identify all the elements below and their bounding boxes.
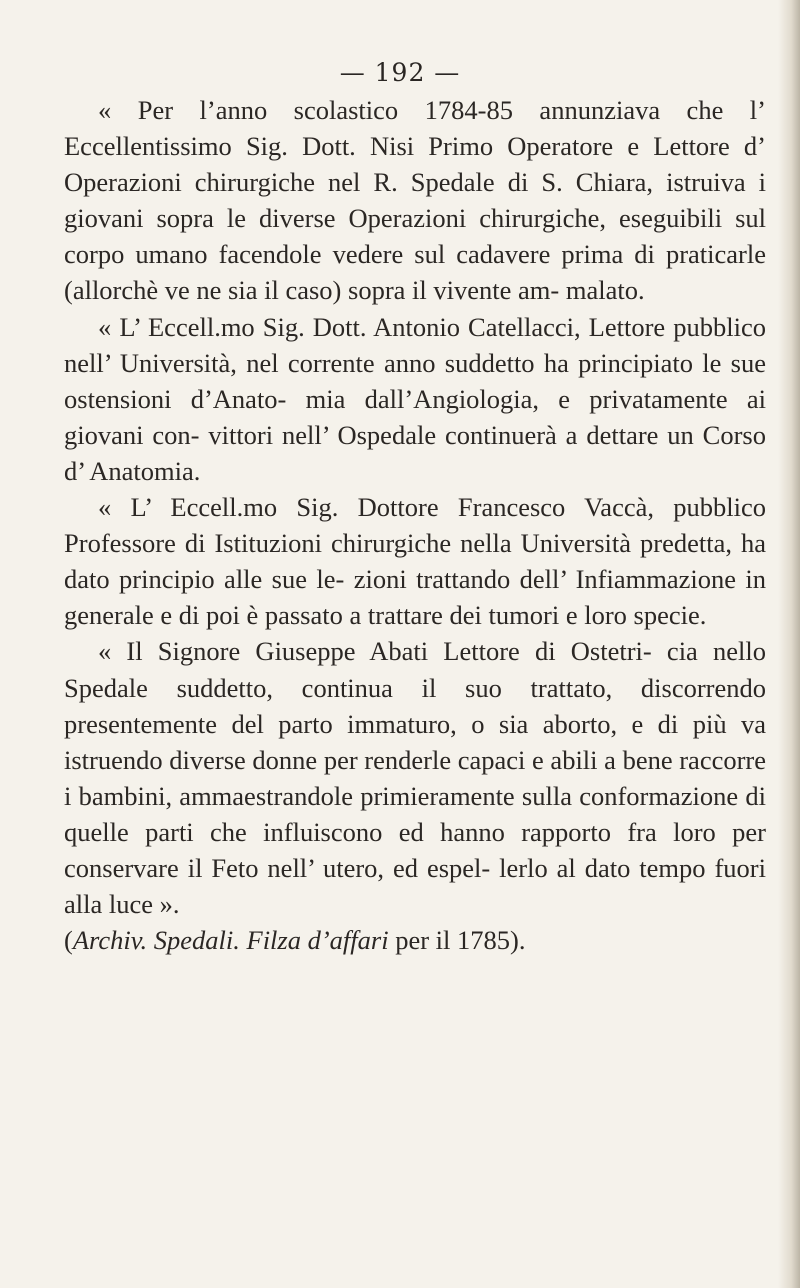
page-number: — 192 — — [339, 58, 461, 87]
citation-open: ( — [64, 925, 73, 956]
citation-source: Archiv. Spedali. Filza d’affari — [72, 925, 389, 956]
paragraph-abati: « Il Signore Giuseppe Abati Lettore di Ostetri- cia nello Spedale suddetto, continua il suo trattato, discorrendo presentemente del parto immaturo, o sia aborto, e di più va istruendo diverse donne per renderle capaci e abili a bene raccorre i bambini, ammaestrandole primieramente sulla conformazione di quelle parti che influiscono ed hanno rapporto fra loro per conservare il Feto nell’ utero, ed espel- lerlo al dato tempo fuori alla luce ». — [64, 636, 766, 920]
paragraph-nisi: « Per l’anno scolastico 1784-85 annunziava che l’ Eccellentissimo Sig. Dott. Nisi Primo Operatore e Lettore d’ Operazioni chirurgiche nel R. Spedale di S. Chiara, istruiva i giovani sopra le diverse Operazioni chirurgiche, eseguibili sul corpo umano facendole vedere sul cadavere prima di praticarle (allorchè ve ne sia il caso) sopra il vivente am- malato. — [64, 95, 766, 306]
citation-rest: per il 1785). — [388, 925, 526, 956]
archive-citation — [64, 922, 766, 958]
body-text — [64, 92, 766, 958]
paragraph-vacca: « L’ Eccell.mo Sig. Dottore Francesco Vaccà, pubblico Professore di Istituzioni chirurgiche nella Università predetta, ha dato principio alle sue le- zioni trattando dell’ Infiammazione in generale e di poi è passato a trattare dei tumori e loro specie. — [64, 492, 766, 631]
page-edge-shadow — [778, 0, 800, 1288]
paragraph-catellacci: « L’ Eccell.mo Sig. Dott. Antonio Catellacci, Lettore pubblico nell’ Università, nel corrente anno suddetto ha principiato le sue ostensioni d’Anato- mia dall’Angiologia, e privatamente ai giovani con- vittori nell’ Ospedale continuerà a dettare un Corso d’ Anatomia. — [64, 311, 766, 486]
